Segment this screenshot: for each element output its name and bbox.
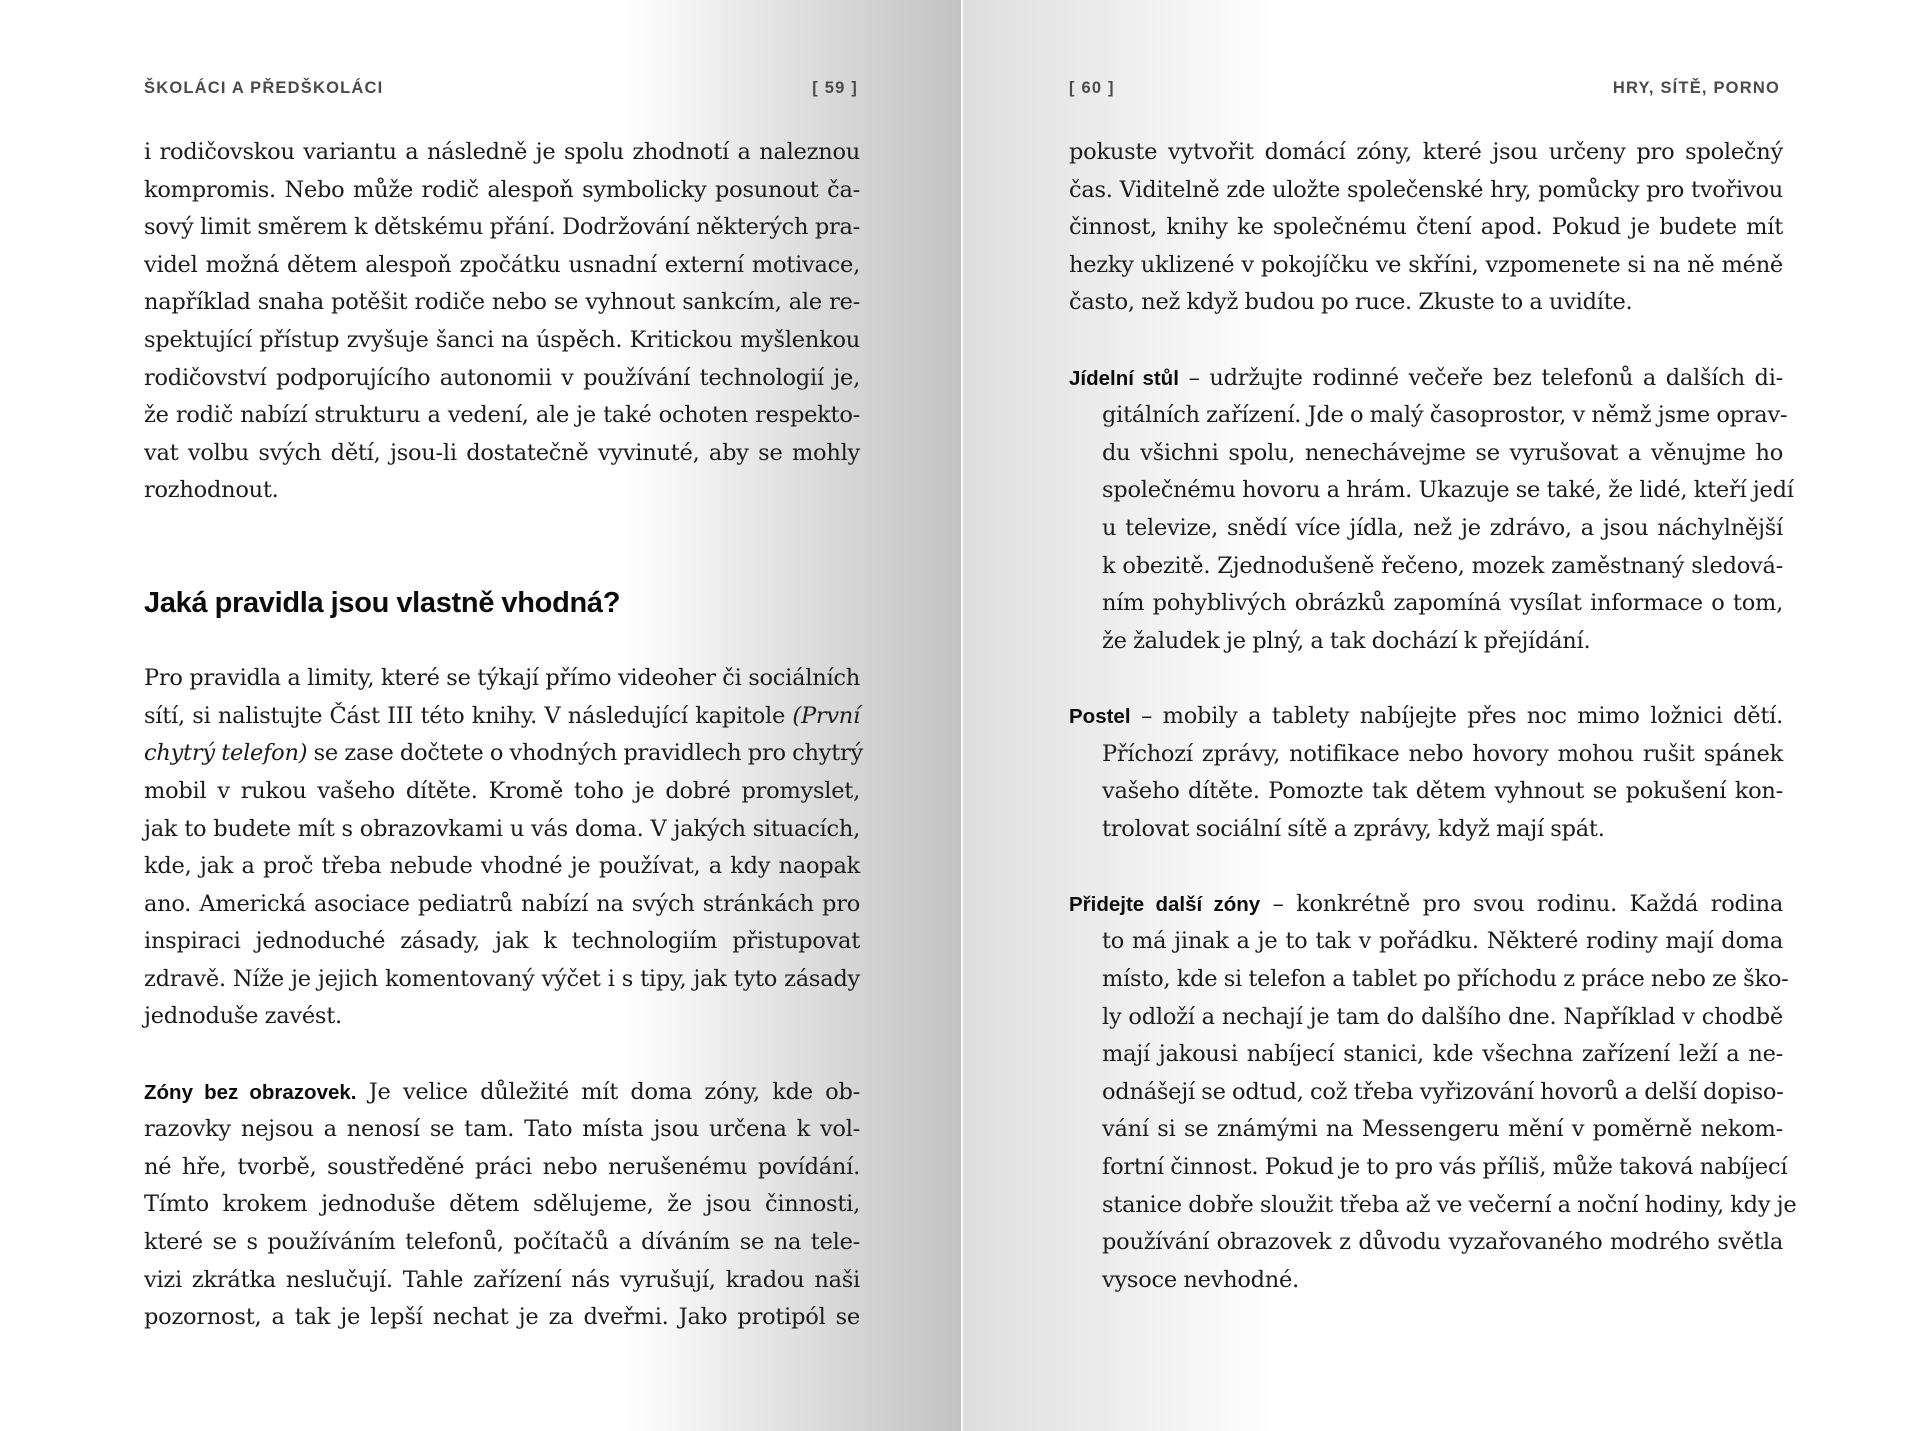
text-line: vašeho dítěte. Pomozte tak dětem vyhnout se pokušení kon- — [1102, 778, 1783, 805]
text-line: vání si se známými na Messengeru mění v poměrně nekom- — [1102, 1116, 1783, 1143]
text-line: né hře, tvorbě, soustředěné práci nebo nerušenému povídání. — [144, 1153, 860, 1180]
text-line: rozhodnout. — [144, 477, 279, 504]
text-line: rodičovství podporujícího autonomii v používání technologií je, — [144, 364, 860, 391]
text-line: u televize, snědí více jídla, než je zdrávo, a jsou náchylnější — [1102, 514, 1783, 541]
spacer — [1069, 660, 1783, 698]
text-line: činnost, knihy ke společnému čtení apod. Pokud je budete mít — [1069, 214, 1783, 241]
zone-item-more-zones — [1069, 886, 1797, 1300]
text-line: Příchozí zprávy, notifikace nebo hovory mohou rušit spánek — [1102, 740, 1783, 767]
running-head-chapter: ŠKOLÁCI A PŘEDŠKOLÁCI — [144, 79, 384, 97]
text-line: k obezitě. Zjednodušeně řečeno, mozek zaměstnaný sledová- — [1102, 552, 1783, 579]
text-line: kompromis. Nebo může rodič alespoň symbolicky posunout ča- — [144, 176, 860, 203]
text-line: vysoce nevhodné. — [1102, 1266, 1300, 1293]
text-line: trolovat sociální sítě a zprávy, když mají spát. — [1102, 815, 1605, 842]
text-line: sový limit směrem k dětskému přání. Dodržování některých pra- — [144, 214, 860, 241]
paragraph-shared-zones — [1069, 134, 1783, 322]
text-line: to má jinak a je to tak v pořádku. Některé rodiny mají doma — [1102, 928, 1783, 955]
text-line: že žaludek je plný, a tak dochází k přejídání. — [1102, 627, 1591, 654]
text-line: společnému hovoru a hrám. Ukazuje se také, že lidé, kteří jedí — [1102, 477, 1794, 504]
text-line: pozornost, a tak je lepší nechat je za dveřmi. Jako protipól se — [144, 1304, 860, 1331]
text-line: du všichni spolu, nenechávejme se vyrušovat a věnujme ho — [1102, 439, 1783, 466]
section-heading: Jaká pravidla jsou vlastně vhodná? — [144, 586, 621, 619]
text-run: – konkrétně pro svou rodinu. Každá rodina — [1260, 890, 1783, 917]
text-line: videl možná dětem alespoň zpočátku usnadní externí motivace, — [144, 251, 860, 278]
text-line: gitálních zařízení. Jde o malý časoprostor, v němž jsme oprav- — [1102, 402, 1788, 429]
spacer — [1069, 322, 1783, 360]
text-line: ano. Americká asociace pediatrů nabízí na svých stránkách pro — [144, 890, 860, 917]
zone-item-bed — [1069, 698, 1783, 848]
text-line: razovky nejsou a nenosí se tam. Tato místa jsou určena k vol- — [144, 1116, 860, 1143]
bold-term: Postel — [1069, 704, 1131, 728]
text-line: které se s používáním telefonů, počítačů a díváním se na tele- — [144, 1229, 860, 1256]
bold-term: Zóny bez obrazovek. — [144, 1080, 357, 1104]
text-line: hezky uklizené v pokojíčku ve skříni, vzpomenete si na ně méně — [1069, 251, 1783, 278]
text-line — [144, 1074, 860, 1112]
page-number: [ 60 ] — [1069, 79, 1115, 97]
zone-item-dining-table — [1069, 360, 1794, 661]
text-line: inspiraci jednoduché zásady, jak k technologiím přistupovat — [144, 928, 860, 955]
text-line: mají jakousi nabíjecí stanici, kde všechna zařízení leží a ne- — [1102, 1041, 1783, 1068]
text-line: ly odloží a nechají je tam do dalšího dne. Například v chodbě — [1102, 1003, 1783, 1030]
text-line: čas. Viditelně zde uložte společenské hry, pomůcky pro tvořivou — [1069, 176, 1783, 203]
text-run: se zase dočtete o vhodných pravidlech pro chytrý — [307, 740, 863, 767]
right-page — [963, 0, 1923, 1431]
text-run: – mobily a tablety nabíjejte přes noc mimo ložnici dětí. — [1130, 702, 1783, 729]
text-line: stanice dobře sloužit třeba až ve večerní a noční hodiny, kdy je — [1102, 1191, 1797, 1218]
text-line: ním pohyblivých obrázků zapomíná vysílat informace o tom, — [1102, 590, 1783, 617]
text-line: jak to budete mít s obrazovkami u vás doma. V jakých situacích, — [144, 815, 860, 842]
text-line: jednoduše zavést. — [144, 1003, 342, 1030]
text-line — [144, 698, 860, 736]
text-line: i rodičovskou variantu a následně je spolu zhodnotí a naleznou — [144, 139, 860, 165]
text-line: například snaha potěšit rodiče nebo se vyhnout sankcím, ale re- — [144, 289, 860, 316]
text-line: pokuste vytvořit domácí zóny, které jsou určeny pro společný — [1069, 139, 1783, 165]
spacer — [144, 510, 860, 585]
left-text-column — [144, 134, 863, 1337]
paragraph-screen-free-zones — [144, 1074, 860, 1337]
text-line: vat volbu svých dětí, jsou-li dostatečně vyvinuté, aby se mohly — [144, 439, 860, 466]
left-page — [0, 0, 961, 1431]
text-run: Je velice důležité mít doma zóny, kde ob- — [356, 1078, 860, 1105]
text-line: často, než když budou po ruce. Zkuste to a uvidíte. — [1069, 289, 1633, 316]
text-line — [144, 735, 863, 773]
bold-term: Jídelní stůl — [1069, 366, 1179, 390]
text-line — [1069, 360, 1783, 398]
text-line — [1069, 886, 1783, 924]
page-number: [ 59 ] — [812, 79, 858, 97]
spacer — [144, 623, 860, 661]
text-line: používání obrazovek z důvodu vyzařovaného modrého světla — [1102, 1229, 1783, 1256]
right-text-column — [1069, 134, 1797, 1299]
running-head-section: HRY, SÍTĚ, PORNO — [1612, 79, 1780, 97]
text-line: odnášejí se odtud, což třeba vyřizování hovorů a delší dopiso- — [1102, 1078, 1784, 1105]
text-line: spektující přístup zvyšuje šanci na úspěch. Kritickou myšlenkou — [144, 326, 860, 353]
text-line — [1069, 698, 1783, 736]
paragraph-intro — [144, 134, 860, 510]
text-line: mobil v rukou vašeho dítěte. Kromě toho je dobré promyslet, — [144, 777, 860, 804]
text-line: fortní činnost. Pokud je to pro vás příliš, může taková nabíjecí — [1102, 1154, 1788, 1181]
text-line: že rodič nabízí strukturu a vedení, ale je také ochoten respekto- — [144, 402, 860, 429]
italic-book-reference: (První — [792, 702, 860, 729]
text-line: Pro pravidla a limity, které se týkají přímo videoher či sociálních — [144, 665, 860, 692]
spacer — [144, 1036, 860, 1074]
text-line: vizi zkrátka neslučují. Tahle zařízení nás vyrušují, kradou naši — [144, 1266, 860, 1293]
text-line: místo, kde si telefon a tablet po příchodu z práce nebo ze ško- — [1102, 966, 1789, 993]
bold-term: Přidejte další zóny — [1069, 892, 1261, 916]
text-line: zdravě. Níže je jejich komentovaný výčet i s tipy, jak tyto zásady — [144, 965, 860, 992]
spacer — [1069, 848, 1783, 886]
text-run: sítí, si nalistujte Část III této knihy. V následující kapitole — [144, 702, 793, 729]
italic-book-reference: chytrý telefon) — [144, 740, 308, 767]
text-line: kde, jak a proč třeba nebude vhodné je používat, a kdy naopak — [144, 853, 860, 880]
paragraph-rules — [144, 660, 863, 1036]
text-line: Tímto krokem jednoduše dětem sdělujeme, že jsou činnosti, — [144, 1191, 860, 1218]
text-run: – udržujte rodinné večeře bez telefonů a dalších di- — [1178, 364, 1784, 391]
